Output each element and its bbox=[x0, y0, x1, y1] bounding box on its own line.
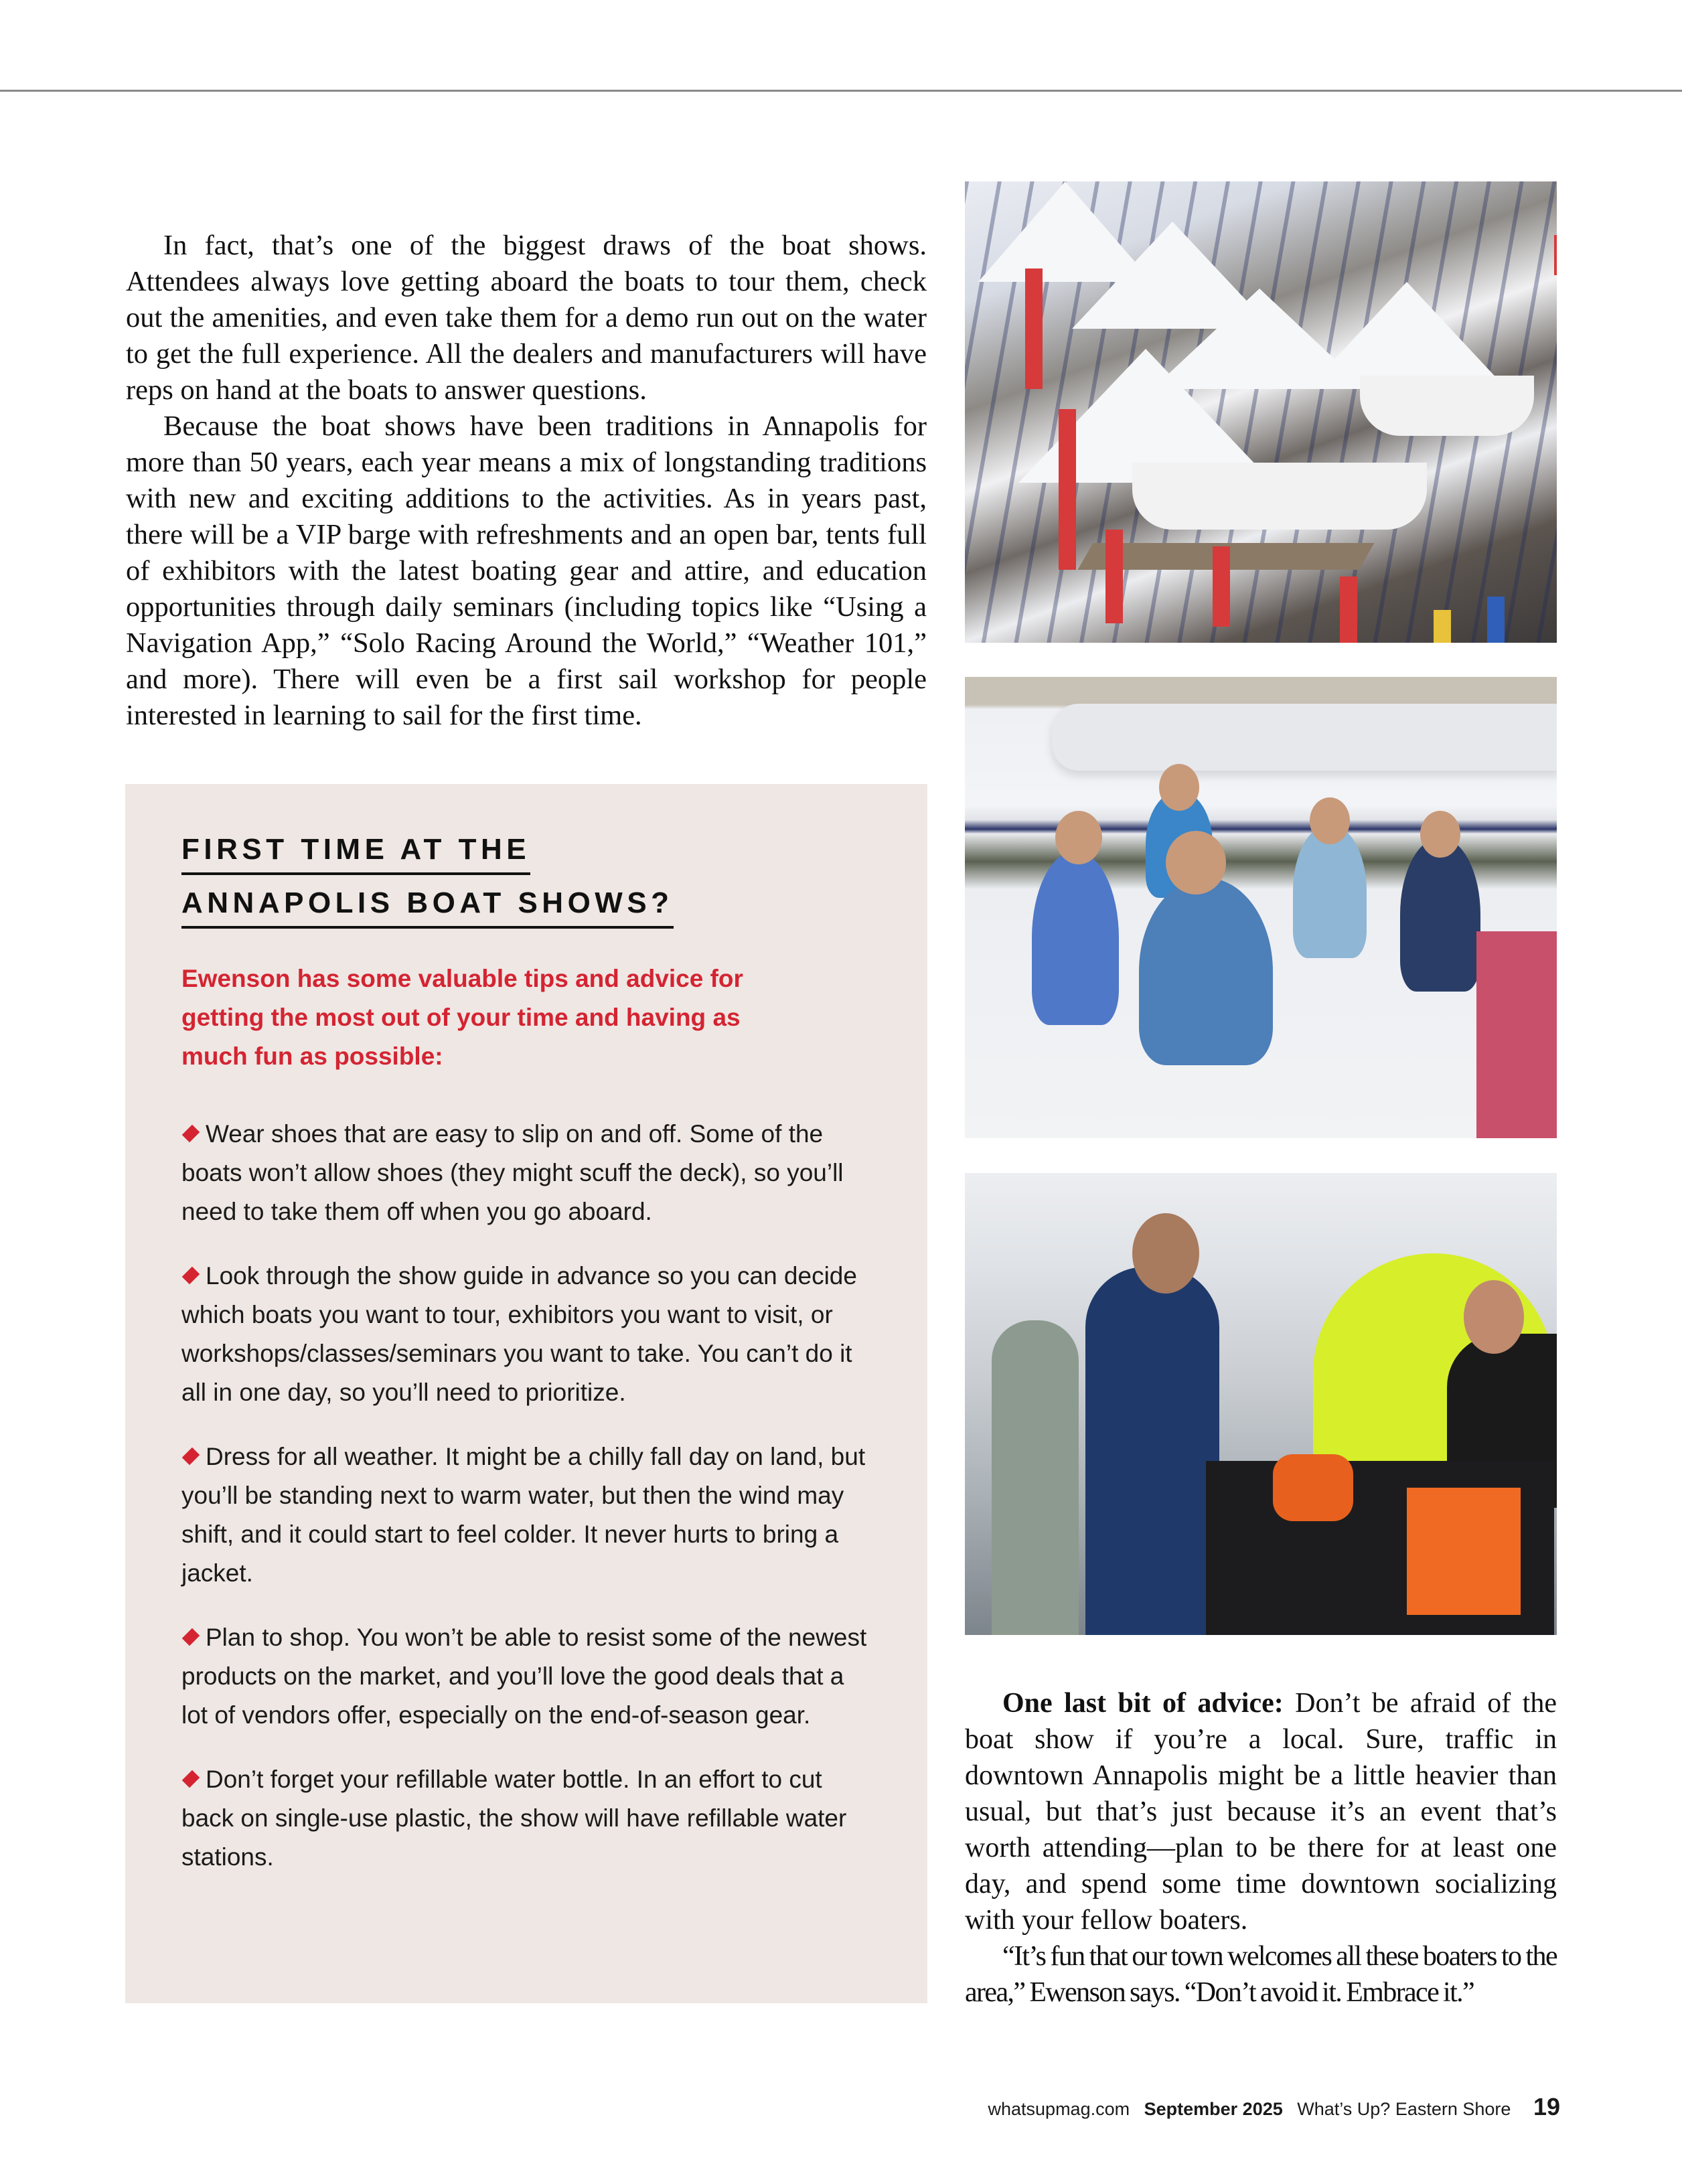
diamond-bullet-icon bbox=[182, 1267, 200, 1285]
top-rule bbox=[0, 90, 1682, 92]
orange-box-shape bbox=[1407, 1488, 1521, 1615]
ewenson-quote: “It’s fun that our town welcomes all these boaters to the area,” Ewenson says. “Don’t avoid it. Embrace it.” bbox=[965, 1941, 1557, 2008]
footer-publication: What’s Up? Eastern Shore bbox=[1297, 2099, 1511, 2119]
advice-paragraph bbox=[965, 1685, 1557, 1938]
head-shape bbox=[1132, 1213, 1199, 1294]
head-shape bbox=[1055, 811, 1102, 864]
sidebar-title-line-1: FIRST TIME AT THE bbox=[181, 831, 530, 875]
head-shape bbox=[1166, 831, 1226, 894]
diamond-bullet-icon bbox=[182, 1125, 200, 1143]
furled-sail-shape bbox=[1052, 704, 1557, 771]
tip-item bbox=[181, 1115, 871, 1231]
footer-website: whatsupmag.com bbox=[988, 2099, 1130, 2119]
tent-shape bbox=[1313, 282, 1501, 382]
article-paragraph: In fact, that’s one of the biggest draws of the boat shows. Attendees always love getting aboard the boats to tour them, check out the amenities, and even take them for a demo run out on the water to get the full experience. All the dealers and manufacturers will have reps on hand at the boats to answer questions. bbox=[126, 230, 927, 406]
boat-shape bbox=[1132, 463, 1427, 530]
tip-text: Dress for all weather. It might be a chilly fall day on land, but you’ll be standing next to warm water, but then the wind may shift, and it could start to feel colder. It never hurts to bring a jacket. bbox=[181, 1443, 866, 1587]
advice-text: Don’t be afraid of the boat show if you’re a local. Sure, traffic in downtown Annapolis might be a little heavier than usual, but that’s just because it’s an event that’s worth attending—plan to be there for at least one day, and spend some time downtown socializing with your fellow boaters. bbox=[965, 1688, 1557, 1936]
person-shape bbox=[1139, 878, 1273, 1065]
tip-item bbox=[181, 1257, 871, 1412]
person-shape bbox=[1032, 851, 1119, 1025]
head-shape bbox=[1420, 811, 1460, 858]
article-body-left bbox=[126, 228, 927, 734]
head-shape bbox=[1159, 764, 1199, 811]
tip-text: Wear shoes that are easy to slip on and off. Some of the boats won’t allow shoes (they might scuff the deck), so you’ll need to take them off when you go aboard. bbox=[181, 1120, 844, 1225]
flag-shape bbox=[1025, 268, 1043, 389]
person-shape bbox=[1293, 824, 1367, 958]
tip-text: Look through the show guide in advance so you can decide which boats you want to tour, exhibitors you want to visit, or workshops/classes/seminars you want to take. You can’t do it all in one day, so you’ll need to prioritize. bbox=[181, 1262, 857, 1406]
tip-text: Plan to shop. You won’t be able to resist some of the newest products on the market, and you’ll love the good deals that a lot of vendors offer, especially on the end-of-season gear. bbox=[181, 1624, 867, 1729]
flag-shape bbox=[1213, 546, 1230, 627]
diamond-bullet-icon bbox=[182, 1770, 200, 1788]
head-shape bbox=[1464, 1280, 1524, 1354]
head-shape bbox=[1310, 797, 1350, 844]
flag-shape bbox=[1340, 576, 1357, 643]
person-shape bbox=[1400, 838, 1480, 992]
orange-gear-shape bbox=[1273, 1454, 1353, 1521]
boat-shape bbox=[1360, 376, 1534, 436]
footer-issue: September 2025 bbox=[1144, 2099, 1283, 2119]
flag-shape bbox=[1434, 610, 1451, 643]
tip-text: Don’t forget your refillable water bottle. In an effort to cut back on single-use plastic, the show will have refillable water stations. bbox=[181, 1766, 847, 1871]
sidebar-title bbox=[181, 831, 674, 938]
page-footer bbox=[988, 2093, 1561, 2121]
tip-item bbox=[181, 1618, 871, 1735]
page-number: 19 bbox=[1533, 2093, 1560, 2120]
flag-shape bbox=[1554, 235, 1557, 275]
photo-exhibitor-booth bbox=[965, 1173, 1557, 1635]
tips-list bbox=[181, 1115, 871, 1902]
advice-lead-in: One last bit of advice: bbox=[1002, 1688, 1284, 1719]
diamond-bullet-icon bbox=[182, 1628, 200, 1646]
tips-sidebar bbox=[125, 784, 927, 2003]
cushion-shape bbox=[1476, 931, 1557, 1138]
tip-item bbox=[181, 1760, 871, 1877]
tent-shape bbox=[978, 181, 1152, 282]
photo-boat-show-aerial bbox=[965, 181, 1557, 643]
article-paragraph: Because the boat shows have been traditions in Annapolis for more than 50 years, each year means a mix of longstanding traditions with new and exciting additions to the activities. As in years past, there will be a VIP barge with refreshments and an open bar, tents full of exhibitors with the latest boating gear and attire, and education opportunities through daily seminars (including topics like “Using a Navigation App,” “Solo Racing Around the World,” “Weather 101,” and more). There will even be a first sail workshop for people interested in learning to sail for the first time. bbox=[126, 410, 927, 731]
person-shape bbox=[1085, 1267, 1219, 1635]
flag-shape bbox=[1105, 530, 1123, 623]
sidebar-title-line-2: ANNAPOLIS BOAT SHOWS? bbox=[181, 884, 674, 929]
photo-sailboat-group bbox=[965, 677, 1557, 1138]
flag-shape bbox=[1487, 597, 1505, 643]
article-body-right bbox=[965, 1685, 1557, 2011]
person-shape bbox=[992, 1320, 1079, 1635]
diamond-bullet-icon bbox=[182, 1448, 200, 1466]
sidebar-intro: Ewenson has some valuable tips and advice for getting the most out of your time and having as much fun as possible: bbox=[181, 965, 743, 1070]
tip-item bbox=[181, 1437, 871, 1593]
flag-shape bbox=[1059, 409, 1076, 570]
